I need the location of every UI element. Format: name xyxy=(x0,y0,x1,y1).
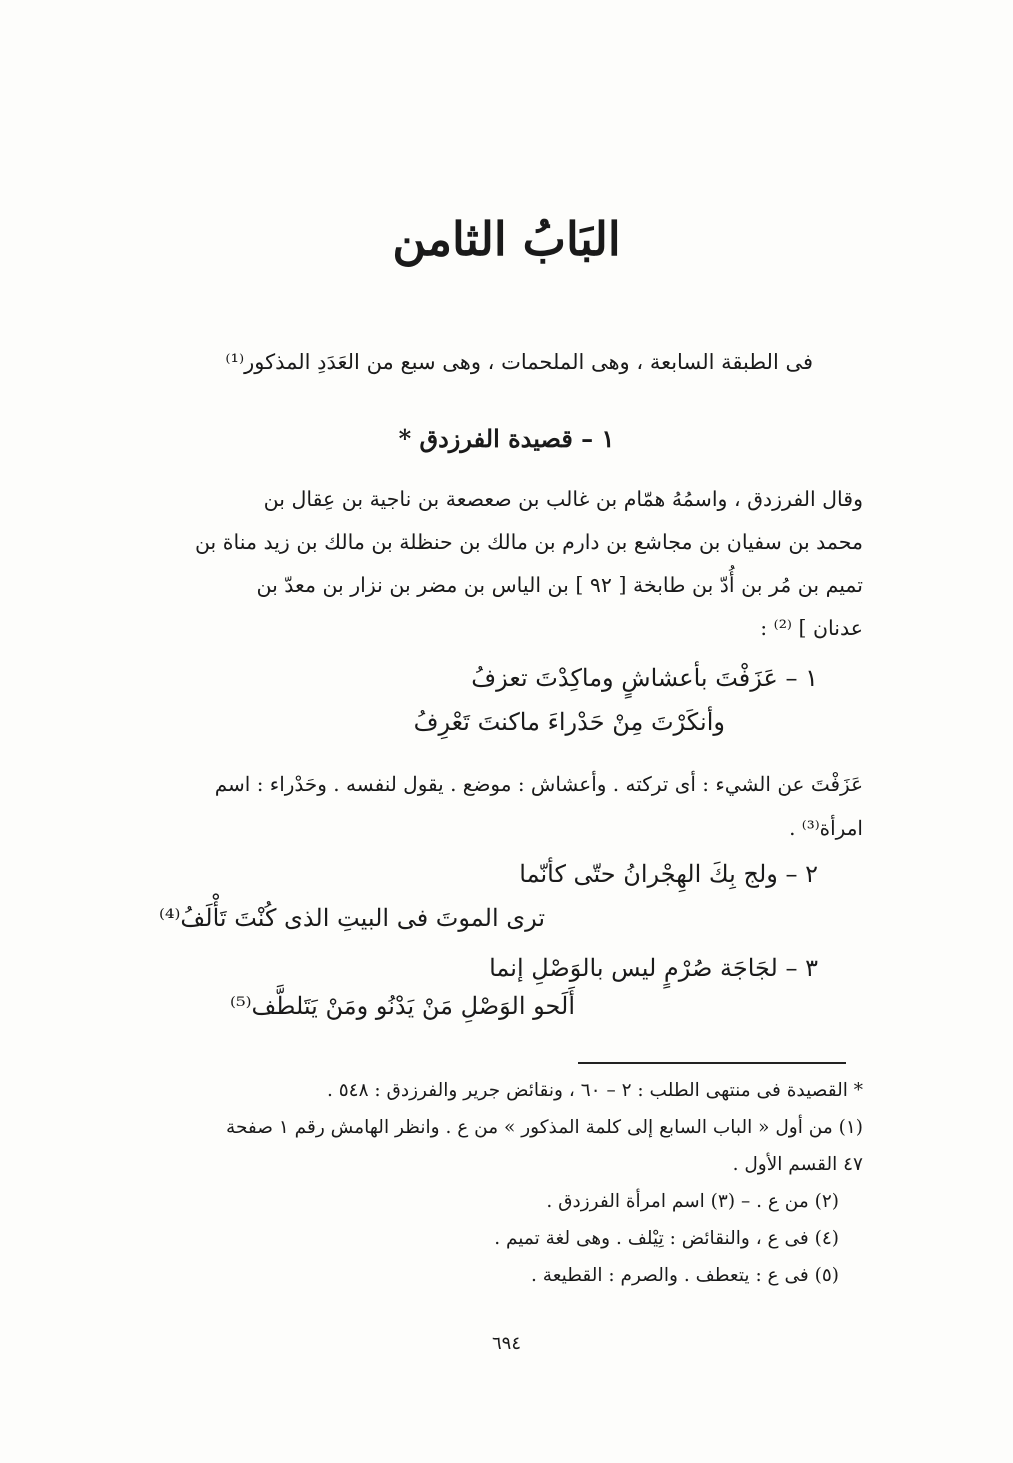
intro-line: وقال الفرزدق ، واسمُهُ همّام بن غالب بن صعصعة بن ناجية بن عِقال بن xyxy=(263,487,863,511)
verse-1-first-hemistich: ١ – عَزَفْتَ بأعشاشٍ وماكِدْتَ تعزفُ xyxy=(471,664,818,692)
footnote: (١) من أول « الباب السابع إلى كلمة المذكور » من ع . وانظر الهامش رقم ١ صفحة xyxy=(226,1117,863,1138)
poem-title: ١ – قصيدة الفرزدق * xyxy=(398,424,615,453)
footnote: (٥) فى ع : يتعطف . والصرم : القطيعة . xyxy=(531,1265,839,1286)
chapter-subtitle: فى الطبقة السابعة ، وهى الملحمات ، وهى سبع من العَدَدِ المذكور⁽¹⁾ xyxy=(225,350,813,374)
intro-paragraph xyxy=(138,478,863,650)
verse-note xyxy=(138,762,863,850)
chapter-title: البَابُ الثامن xyxy=(392,212,621,266)
footnote: * القصيدة فى منتهى الطلب : ٢ – ٦٠ ، ونقائض جرير والفرزدق : ٥٤٨ . xyxy=(326,1080,863,1101)
verse-2-first-hemistich: ٢ – ولج بِكَ الهِجْرانُ حتّى كأنّما xyxy=(519,860,818,888)
intro-line: تميم بن مُر بن أُدّ بن طابخة [ ٩٢ ] بن الياس بن مضر بن نزار بن معدّ بن xyxy=(256,573,863,597)
page-number: ٦٩٤ xyxy=(491,1333,521,1354)
intro-line: عدنان ] ⁽²⁾ : xyxy=(760,616,863,640)
footnote: ٤٧ القسم الأول . xyxy=(732,1154,863,1175)
verse-1-second-hemistich: وأنكَرْتَ مِنْ حَدْراءَ ماكنتَ تَعْرِفُ xyxy=(413,708,725,736)
verse-3-first-hemistich: ٣ – لجَاجَة صُرْمٍ ليس بالوَصْلِ إنما xyxy=(489,954,818,982)
footnote-divider xyxy=(578,1062,846,1064)
note-line: عَزَفْتَ عن الشيء : أى تركته . وأعشاش : موضع . يقول لنفسه . وحَدْراء : اسم xyxy=(214,772,863,796)
intro-line: محمد بن سفيان بن مجاشع بن دارم بن مالك بن حنظلة بن مالك بن زيد مناة بن xyxy=(194,530,863,554)
footnote: (٤) فى ع ، والنقائض : تِيْلف . وهى لغة تميم . xyxy=(494,1228,839,1249)
footnotes xyxy=(138,1072,863,1294)
footnote: (٢) من ع . – (٣) اسم امرأة الفرزدق . xyxy=(546,1191,839,1212)
note-line: امرأة⁽³⁾ . xyxy=(789,816,863,840)
verse-2-second-hemistich: ترى الموتَ فى البيتِ الذى كُنْتَ تَأْلَفُ⁽⁴⁾ xyxy=(158,904,545,932)
verse-3-second-hemistich: أَلَحو الوَصْلِ مَنْ يَدْنُو ومَنْ يَتَلطَّف⁽⁵⁾ xyxy=(230,992,575,1020)
